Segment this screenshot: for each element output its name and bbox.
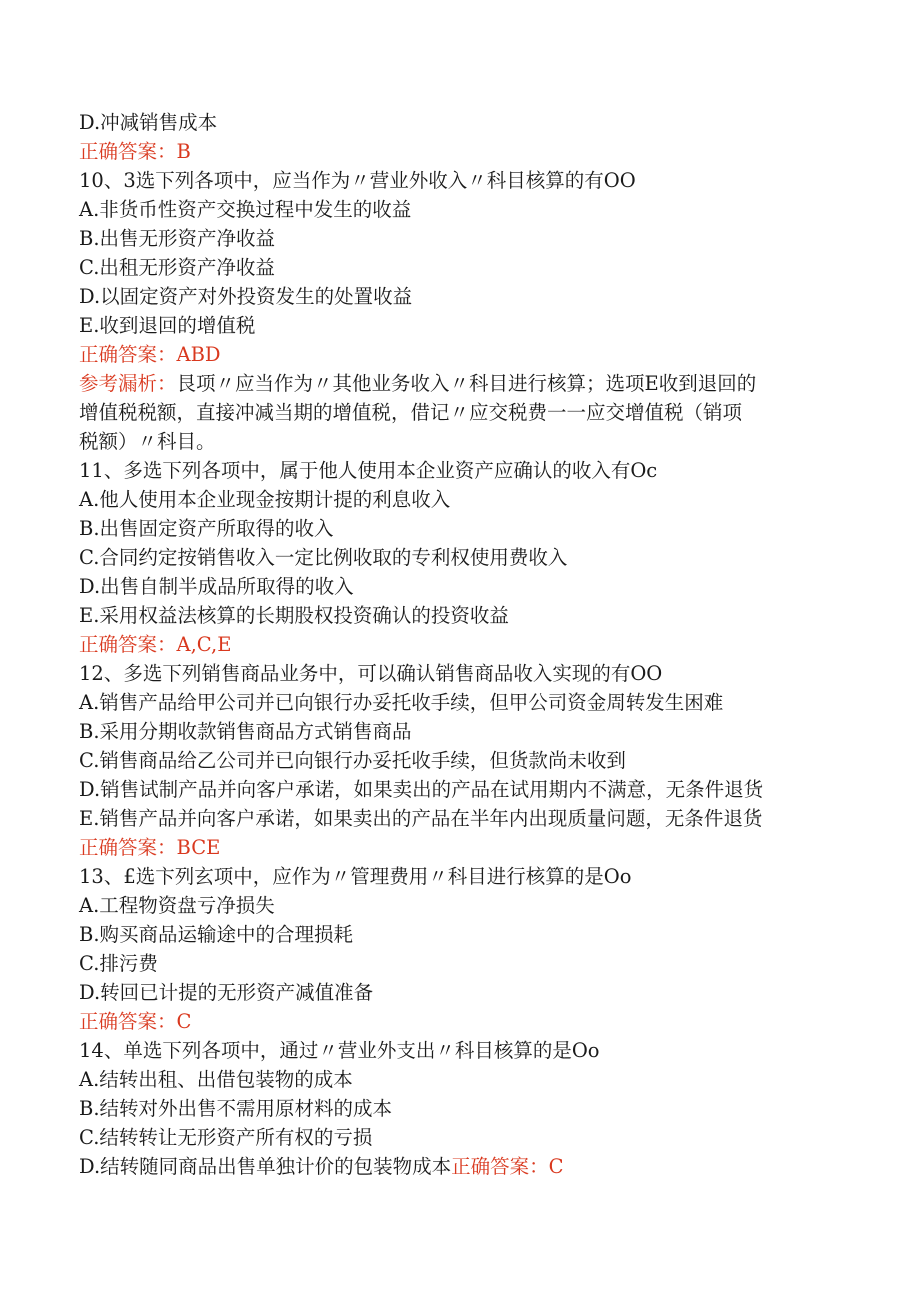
line-text: C.结转转让无形资产所有权的亏损	[79, 1126, 373, 1149]
line-text: 税额）〃科目。	[79, 430, 216, 453]
text-line	[79, 978, 879, 1007]
line-text: 艮项〃应当作为〃其他业务收入〃科目进行核算；选项E收到退回的	[176, 372, 757, 395]
answer-text: 正确答案：A,C,E	[79, 633, 232, 656]
text-line	[79, 427, 879, 456]
text-line	[79, 601, 879, 630]
text-line	[79, 224, 879, 253]
text-line	[79, 1065, 879, 1094]
line-text: A.他人使用本企业现金按期计提的利息收入	[79, 488, 451, 511]
text-line	[79, 108, 879, 137]
line-text: 10、3选下列各项中，应当作为〃营业外收入〃科目核算的有OO	[79, 169, 636, 192]
text-line	[79, 311, 879, 340]
line-text: D.转回已计提的无形资产减值准备	[79, 981, 374, 1004]
text-line	[79, 833, 879, 862]
text-line	[79, 456, 879, 485]
line-text: C.合同约定按销售收入一定比例收取的专利权使用费收入	[79, 546, 568, 569]
line-text: D.结转随同商品出售单独计价的包装物成本	[79, 1155, 452, 1178]
line-text: B.结转对外出售不需用原材料的成本	[79, 1097, 393, 1120]
text-line	[79, 804, 879, 833]
text-line	[79, 775, 879, 804]
text-line	[79, 543, 879, 572]
text-line	[79, 195, 879, 224]
text-line	[79, 688, 879, 717]
text-line	[79, 253, 879, 282]
line-text: 13、£选卞列玄项中，应作为〃管理费用〃科目进行核算的是Oo	[79, 865, 632, 888]
text-line	[79, 630, 879, 659]
text-line	[79, 340, 879, 369]
text-line	[79, 282, 879, 311]
answer-text: 正确答案：C	[79, 1010, 192, 1033]
line-text: A.非货币性资产交换过程中发生的收益	[79, 198, 412, 221]
line-text: 增值税税额，直接冲减当期的增值税，借记〃应交税费一一应交增值税（销项	[79, 401, 743, 424]
line-text: B.购买商品运输途中的合理损耗	[79, 923, 354, 946]
text-line	[79, 1036, 879, 1065]
text-line	[79, 717, 879, 746]
line-text: 14、单选下列各项中，通过〃营业外支出〃科目核算的是Oo	[79, 1039, 600, 1062]
text-line	[79, 514, 879, 543]
text-line	[79, 137, 879, 166]
line-text: D.以固定资产对外投资发生的处置收益	[79, 285, 413, 308]
answer-text: 正确答案：ABD	[79, 343, 221, 366]
text-line	[79, 862, 879, 891]
line-text: E.销售产品并向客户承诺，如果卖出的产品在半年内出现质量问题，无条件退货	[79, 807, 763, 830]
text-line	[79, 369, 879, 398]
answer-text: 参考漏析：	[79, 372, 177, 395]
line-text: D.冲减销售成本	[79, 111, 218, 134]
text-line	[79, 1123, 879, 1152]
text-line	[79, 746, 879, 775]
line-text: D.出售自制半成品所取得的收入	[79, 575, 354, 598]
answer-text: 正确答案：C	[451, 1155, 564, 1178]
text-line	[79, 572, 879, 601]
line-text: B.出售固定资产所取得的收入	[79, 517, 334, 540]
text-line	[79, 891, 879, 920]
line-text: D.销售试制产品并向客户承诺，如果卖出的产品在试用期内不满意，无条件退货	[79, 778, 764, 801]
line-text: E.采用权益法核算的长期股权投资确认的投资收益	[79, 604, 509, 627]
text-line	[79, 949, 879, 978]
text-line	[79, 485, 879, 514]
text-line	[79, 166, 879, 195]
text-line	[79, 1094, 879, 1123]
line-text: E.收到退回的增值税	[79, 314, 256, 337]
line-text: C.出租无形资产净收益	[79, 256, 275, 279]
line-text: 11、多选下列各项中，属于他人使用本企业资产应确认的收入有Oc	[79, 459, 658, 482]
line-text: A.结转出租、出借包装物的成本	[79, 1068, 353, 1091]
line-text: C.排污费	[79, 952, 158, 975]
line-text: C.销售商品给乙公司并已向银行办妥托收手续，但货款尚未收到	[79, 749, 626, 772]
text-line	[79, 659, 879, 688]
text-line	[79, 1007, 879, 1036]
line-text: B.出售无形资产净收益	[79, 227, 276, 250]
answer-text: 正确答案：B	[79, 140, 191, 163]
document-page	[79, 108, 879, 1181]
answer-text: 正确答案：BCE	[79, 836, 221, 859]
line-text: A.工程物资盘亏净损失	[79, 894, 275, 917]
text-line	[79, 1152, 879, 1181]
line-text: A.销售产品给甲公司并已向银行办妥托收手续，但甲公司资金周转发生困难	[79, 691, 724, 714]
text-line	[79, 398, 879, 427]
line-text: B.采用分期收款销售商品方式销售商品	[79, 720, 412, 743]
line-text: 12、多选下列销售商品业务中，可以确认销售商品收入实现的有OO	[79, 662, 663, 685]
text-line	[79, 920, 879, 949]
